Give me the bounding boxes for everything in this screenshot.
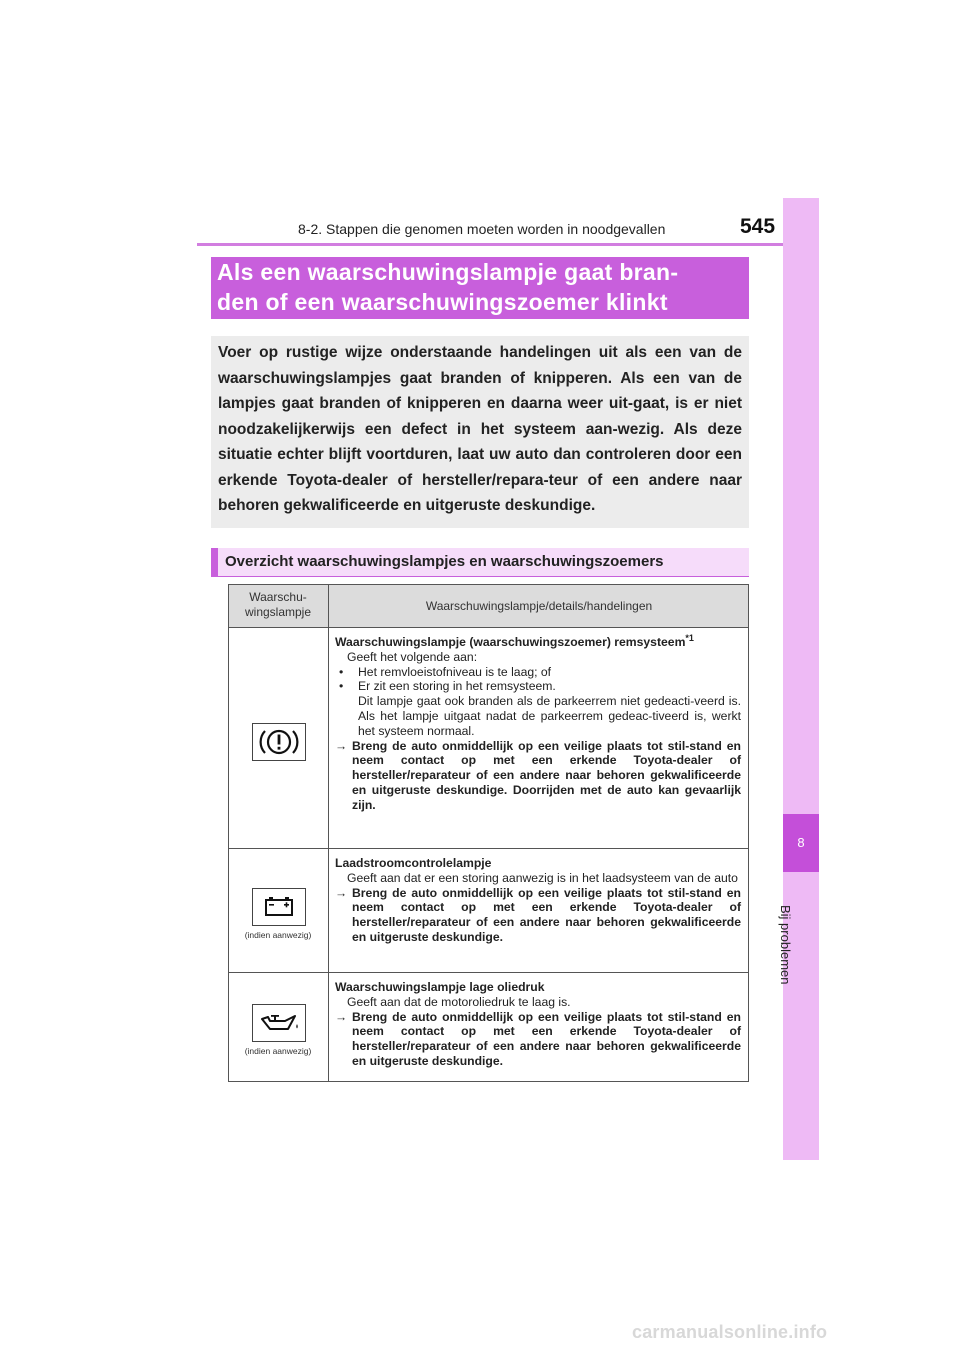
page-number: 545: [740, 215, 776, 238]
table-row-divider: [228, 972, 749, 973]
table-header-details: Waarschuwingslampje/details/handelingen: [425, 599, 653, 613]
battery-charge-icon: [252, 888, 306, 926]
row-action: Breng de auto onmiddellijk op een veilige plaats tot stil-stand en neem contact op met een erkende Toyota-dealer of hersteller/reparateur of een andere naar behoren gekwalificeerde en uitgeruste deskundige.: [352, 1009, 741, 1068]
row-title: Waarschuwingslampje (waarschuwingszoemer) remsysteem: [335, 635, 686, 649]
chapter-label: Bij problemen: [778, 905, 793, 985]
row-description: Geeft aan dat er een storing aanwezig is in het laadsysteem van de auto: [347, 870, 738, 885]
subheading-rule: [211, 576, 749, 577]
table-column-divider: [328, 584, 329, 1082]
section-title: 8-2. Stappen die genomen moeten worden in noodgevallen: [298, 221, 666, 237]
list-item: • Er zit een storing in het remsysteem.: [339, 679, 556, 694]
intro-paragraph: Voer op rustige wijze onderstaande handelingen uit als een van de waarschuwingslampjes gaat branden of knipperen. Als een van de lampjes gaat branden of knipperen en daarna weer uit-gaat, is er niet noodzakelijkerwijs een defect in het systeem aan-wezig. Als deze situatie echter blijft voortduren, laat uw auto dan controleren door een erkende Toyota-dealer of hersteller/repara-teur of een andere naar behoren gekwalificeerde en uitgeruste deskundige.: [218, 344, 742, 514]
arrow-icon: →: [335, 1009, 348, 1024]
row-title: Laadstroomcontrolelampje: [335, 856, 492, 870]
arrow-icon: →: [335, 738, 348, 753]
chapter-side-strip: [783, 198, 819, 1160]
row-description: Geeft aan dat de motoroliedruk te laag is.: [347, 994, 571, 1009]
table-header-lamp: Waarschu- wingslampje: [244, 590, 312, 619]
row-action: Breng de auto onmiddellijk op een veilige plaats tot stil-stand en neem contact op met een erkende Toyota-dealer of hersteller/reparateur of een andere naar behoren gekwalificeerde en uitgeruste deskundige. Doorrijden met de auto kan gevaarlijk zijn.: [352, 738, 741, 812]
icon-availability-note: (indien aanwezig): [244, 930, 312, 940]
heading-line-1: Als een waarschuwingslampje gaat bran-: [217, 259, 679, 285]
table-row-battery: [335, 856, 741, 945]
watermark: carmanualsonline.info: [632, 1322, 828, 1342]
row-title: Waarschuwingslampje lage oliedruk: [335, 980, 545, 994]
brake-warning-icon: [252, 723, 306, 761]
header-divider: [197, 243, 819, 246]
subheading-accent-bar: [211, 548, 218, 576]
subheading: Overzicht waarschuwingslampjes en waarschuwingszoemers: [225, 553, 664, 570]
bullet-note: Dit lampje gaat ook branden als de parkeerrem niet gedeacti-veerd is. Als het lampje uitgaat nadat de parkeerrem gedeac-tiveerd is, werkt het systeem normaal.: [358, 694, 741, 738]
table-row-oil-pressure: [335, 980, 741, 1069]
table-row-brake: [335, 632, 741, 813]
oil-pressure-icon: [252, 1004, 306, 1042]
arrow-icon: →: [335, 885, 348, 900]
row-intro: Geeft het volgende aan:: [347, 649, 478, 664]
heading-line-2: den of een waarschuwingszoemer klinkt: [217, 289, 668, 315]
list-item: • Het remvloeistofniveau is te laag; of: [339, 664, 552, 679]
page-heading: [217, 257, 747, 317]
footnote-mark: *1: [685, 632, 694, 643]
row-action: Breng de auto onmiddellijk op een veilige plaats tot stil-stand en neem contact op met een erkende Toyota-dealer of hersteller/reparateur of een andere naar behoren gekwalificeerde en uitgeruste deskundige.: [352, 885, 741, 944]
table-row-divider: [228, 848, 749, 849]
icon-availability-note: (indien aanwezig): [244, 1046, 312, 1056]
chapter-number-tab[interactable]: 8: [783, 814, 819, 872]
